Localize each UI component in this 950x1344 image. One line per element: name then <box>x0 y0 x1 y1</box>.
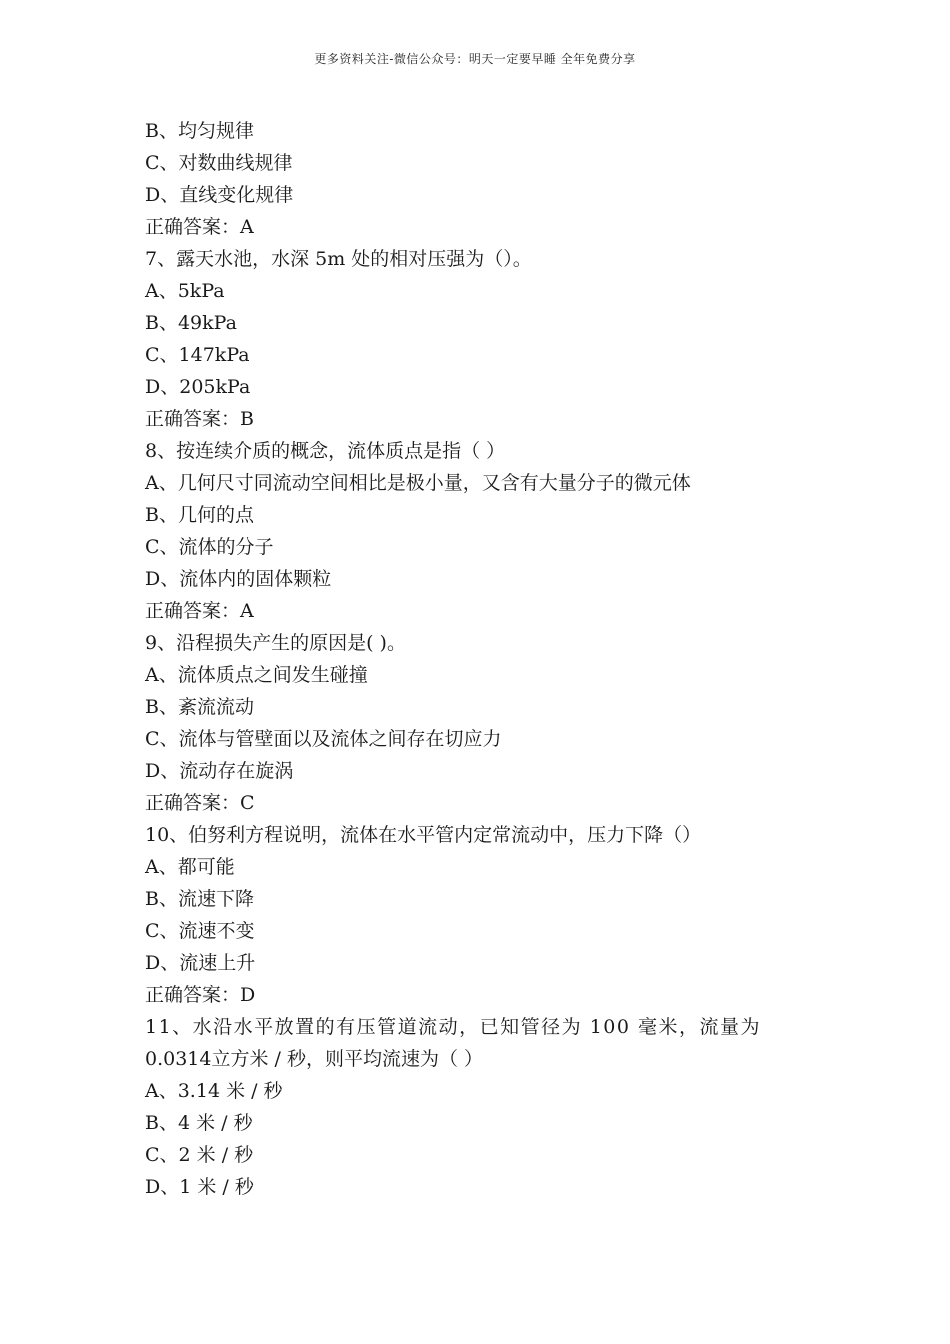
q11-question-line1: 11、水沿水平放置的有压管道流动，已知管径为 100 毫米，流量为 <box>145 1016 762 1038</box>
q10-answer: 正确答案：D <box>145 984 256 1006</box>
q11-option-c: C、2 米 / 秒 <box>145 1144 254 1166</box>
q10-option-a: A、都可能 <box>145 856 235 878</box>
q7-option-a: A、5kPa <box>145 280 225 302</box>
q11-option-b: B、4 米 / 秒 <box>145 1112 253 1134</box>
q9-answer: 正确答案：C <box>145 792 255 814</box>
q8-option-c: C、流体的分子 <box>145 536 274 558</box>
q9-option-a: A、流体质点之间发生碰撞 <box>145 664 368 686</box>
q11-option-a: A、3.14 米 / 秒 <box>145 1080 283 1102</box>
q7-question: 7、露天水池，水深 5m 处的相对压强为（）。 <box>145 248 532 270</box>
q10-question: 10、伯努利方程说明，流体在水平管内定常流动中，压力下降（） <box>145 824 702 846</box>
q9-option-b: B、紊流流动 <box>145 696 254 718</box>
q11-question-line2: 0.0314立方米 / 秒，则平均流速为（ ） <box>145 1048 484 1070</box>
document-body <box>145 115 815 1203</box>
q8-option-d: D、流体内的固体颗粒 <box>145 568 332 590</box>
q8-option-a: A、几何尺寸同流动空间相比是极小量，又含有大量分子的微元体 <box>145 472 691 494</box>
q9-question: 9、沿程损失产生的原因是( )。 <box>145 632 406 654</box>
q6-answer: 正确答案：A <box>145 216 254 238</box>
q10-option-c: C、流速不变 <box>145 920 255 942</box>
q10-option-b: B、流速下降 <box>145 888 254 910</box>
q8-question: 8、按连续介质的概念，流体质点是指（ ） <box>145 440 506 462</box>
q9-option-c: C、流体与管壁面以及流体之间存在切应力 <box>145 728 502 750</box>
q6-option-b: B、均匀规律 <box>145 120 254 142</box>
q7-option-d: D、205kPa <box>145 376 251 398</box>
q7-option-b: B、49kPa <box>145 312 237 334</box>
q6-option-d: D、直线变化规律 <box>145 184 294 206</box>
q7-option-c: C、147kPa <box>145 344 250 366</box>
q7-answer: 正确答案：B <box>145 408 254 430</box>
q6-option-c: C、对数曲线规律 <box>145 152 293 174</box>
q8-option-b: B、几何的点 <box>145 504 254 526</box>
page-header: 更多资料关注-微信公众号：明天一定要早睡 全年免费分享 <box>314 52 636 66</box>
q8-answer: 正确答案：A <box>145 600 254 622</box>
q10-option-d: D、流速上升 <box>145 952 256 974</box>
q9-option-d: D、流动存在旋涡 <box>145 760 294 782</box>
q11-option-d: D、1 米 / 秒 <box>145 1176 254 1198</box>
